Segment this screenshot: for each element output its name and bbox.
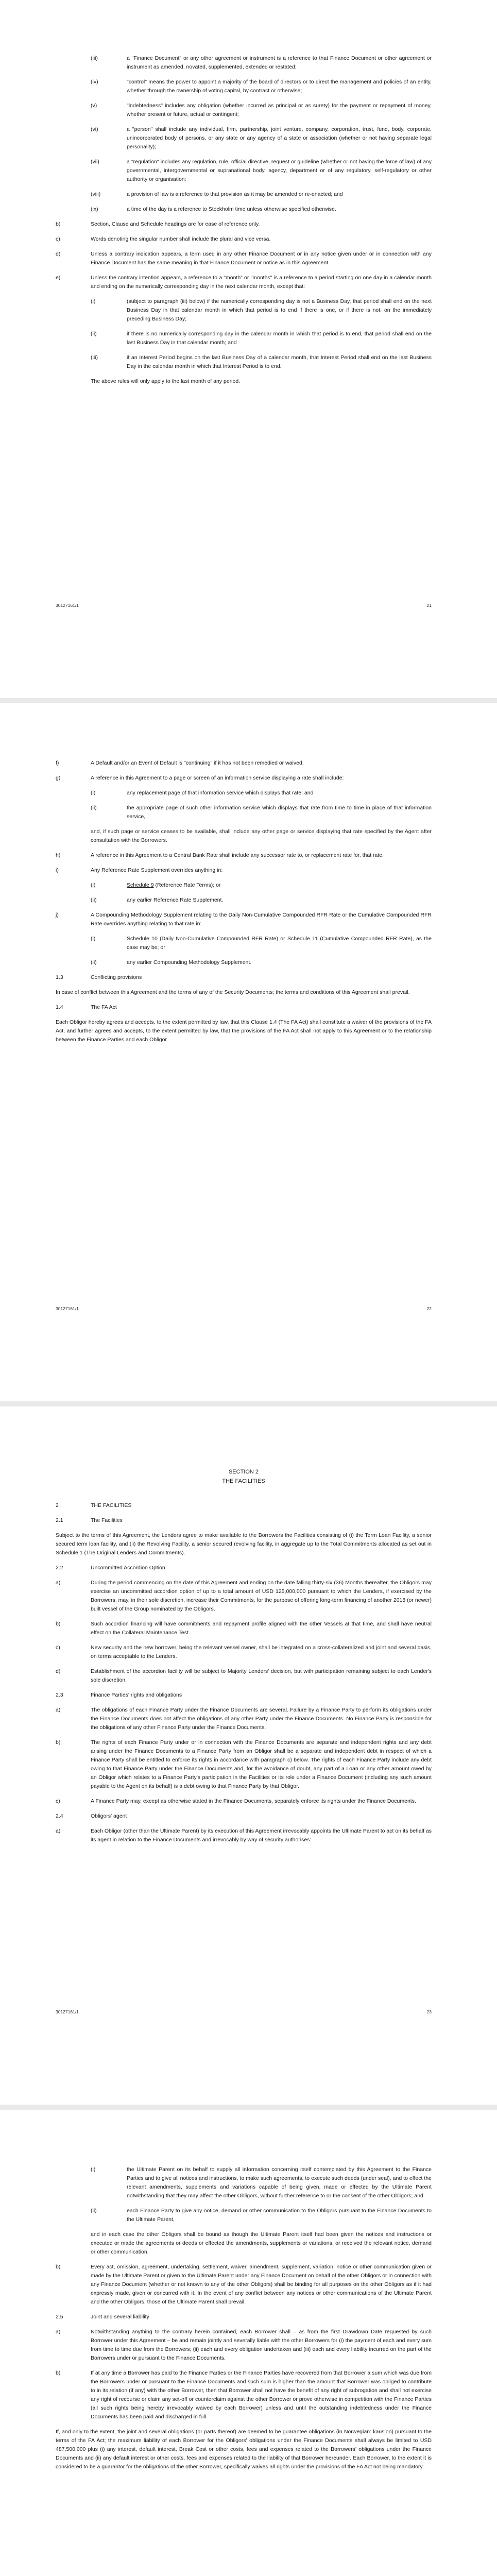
clause-text: Uncommitted Accordion Option xyxy=(91,1565,165,1571)
clause-text: New security and the new borrower, being the relevant vessel owner, shall be integrated on a cross-collateralized and joint and several basis, on terms acceptable to the Lenders. xyxy=(91,1645,432,1659)
clause-heading xyxy=(56,1501,432,1510)
clause-text: the appropriate page of such other information service which displays that rate from time to time in place of that information service, xyxy=(127,805,432,820)
page-number: 23 xyxy=(426,2009,432,2014)
clause-number: (ii) xyxy=(91,805,97,811)
clause-number: (ii) xyxy=(91,897,97,903)
clause-number: (ix) xyxy=(91,206,98,212)
clause-number: c) xyxy=(56,1798,60,1804)
page-footer xyxy=(56,2009,432,2014)
page-content xyxy=(56,54,432,392)
document-reference: 30127161/1 xyxy=(56,603,79,608)
clause-paragraph xyxy=(56,54,432,72)
clause-paragraph xyxy=(56,804,432,821)
clause-paragraph xyxy=(56,125,432,151)
clause-paragraph xyxy=(56,866,432,875)
clause-text: In case of conflict between this Agreement and the terms of any of the Security Documents; the terms and conditions of this Agreement shall prevail. xyxy=(56,989,410,995)
clause-paragraph xyxy=(56,1797,432,1806)
clause-number: i) xyxy=(56,867,59,873)
clause-heading xyxy=(56,1003,432,1012)
clause-paragraph xyxy=(56,2428,432,2471)
clause-text: any earlier Compounding Methodology Supplement. xyxy=(127,959,252,965)
page-footer xyxy=(56,1306,432,1311)
clause-paragraph xyxy=(56,896,432,905)
clause-text: a "regulation" includes any regulation, rule, official directive, request or guideline (whether or not having the force of law) of any governmental, intergovernmental or supranational body, agency, department or of any regulatory, self-regulatory or other authority or organisation; xyxy=(127,159,432,182)
clause-number: b) xyxy=(56,1739,61,1745)
page-footer xyxy=(56,603,432,608)
clause-text: If, and only to the extent, the joint and several obligations (or parts thereof) are deemed to be guarantee obligations (in Norwegian: kausjon) pursuant to the terms of the FA Act; the maximum liability of each Borrower for the Obligors' obligations under the Finance Documents shall always be limited to USD 487,500,000 plus (i) any interest, default interest, Break Cost or other costs, fees and expenses related to the Borrowers' obligations under the Finance Documents and (ii) any default interest or other costs, fees and expenses related to the liability of that Borrower hereunder. Each Borrower, to the extent it is considered to be a guarantor for the obligations of the other Borrower, specifically waives all rights under the provisions of the FA Act not being mandatory xyxy=(56,2429,432,2470)
clause-number: c) xyxy=(56,1645,60,1651)
clause-paragraph xyxy=(56,1827,432,1844)
clause-text: if an Interest Period begins on the last Business Day of a calendar month, that Interest Period shall end on the last Business Day in the calendar month in which that Interest Period is to end. xyxy=(127,354,432,369)
clause-text: The Facilities xyxy=(91,1517,123,1523)
clause-text: Unless a contrary indication appears, a term used in any other Finance Document or in any notice given under or in connection with any Finance Document has the same meaning in that Finance Document or notice as in this Agreement. xyxy=(91,251,432,266)
clause-number: (ii) xyxy=(91,2208,97,2214)
page-21 xyxy=(0,0,497,698)
clause-number: a) xyxy=(56,1580,61,1586)
clause-paragraph xyxy=(56,774,432,783)
clause-number: (i) xyxy=(91,2166,96,2173)
clause-number: a) xyxy=(56,2329,61,2335)
document-reference: 30127161/1 xyxy=(56,2009,79,2014)
clause-text: and in each case the other Obligors shall be bound as though the Ultimate Parent itself had been given the notices and instructions or executed or made the agreements or deeds or effected the amendments, supplements or variations, or received the relevant notice, demand or other communication. xyxy=(91,2231,432,2255)
clause-number: 2 xyxy=(56,1502,59,1509)
clause-number: (vii) xyxy=(91,159,99,165)
clause-text: if there is no numerically corresponding day in the calendar month in which that period is to end, that period shall end on the last Business Day in that calendar month; and xyxy=(127,331,432,346)
clause-text: and, if such page or service ceases to be available, shall include any other page or service displaying that rate specified by the Agent after consultation with the Borrowers. xyxy=(91,828,432,843)
clause-number: j) xyxy=(56,912,59,918)
clause-number: b) xyxy=(56,2264,61,2270)
clause-text: a "person" shall include any individual, firm, partnership, joint venture, company, corporation, trust, fund, body, corporate, unincorporated body of persons, or any state or any agency of a state or association (whether or not having separate legal personality); xyxy=(127,126,432,150)
clause-paragraph xyxy=(56,851,432,860)
clause-paragraph xyxy=(56,1620,432,1637)
clause-number: (i) xyxy=(91,298,96,304)
clause-number: d) xyxy=(56,1668,61,1674)
page-22 xyxy=(0,703,497,1401)
page-23 xyxy=(0,1406,497,2105)
section-title: THE FACILITIES xyxy=(222,1478,265,1484)
clause-number: c) xyxy=(56,236,60,242)
clause-text: Unless the contrary intention appears, a reference to a "month" or "months" is a reference to a period starting on one day in a calendar month and ending on the numerically corresponding day in the next calendar month, except that: xyxy=(91,275,432,290)
clause-number: (i) xyxy=(91,882,96,888)
clause-number: (i) xyxy=(91,936,96,942)
clause-paragraph xyxy=(56,205,432,214)
clause-paragraph xyxy=(56,911,432,928)
clause-heading xyxy=(56,2313,432,2321)
clause-number: 2.4 xyxy=(56,1813,63,1819)
clause-paragraph xyxy=(56,353,432,371)
clause-text: "indebtedness" includes any obligation (whether incurred as principal or as surety) for the payment or repayment of money, whether present or future, actual or contingent; xyxy=(127,103,432,117)
clause-number: (v) xyxy=(91,103,97,109)
clause-number: e) xyxy=(56,275,61,281)
clause-number: (vi) xyxy=(91,126,98,132)
clause-paragraph xyxy=(56,759,432,768)
clause-paragraph xyxy=(56,235,432,244)
clause-number: a) xyxy=(56,1707,61,1713)
clause-paragraph xyxy=(56,274,432,291)
clause-number: 1.3 xyxy=(56,974,63,980)
clause-paragraph xyxy=(56,297,432,324)
clause-number: h) xyxy=(56,852,61,858)
clause-heading xyxy=(56,1691,432,1700)
clause-paragraph xyxy=(56,220,432,229)
clause-paragraph xyxy=(56,988,432,997)
clause-paragraph xyxy=(56,250,432,267)
clause-number: 2.5 xyxy=(56,2314,63,2320)
clause-heading xyxy=(56,1516,432,1525)
clause-text: A reference in this Agreement to a page or screen of an information service displaying a rate shall include: xyxy=(91,775,344,781)
clause-number: 2.1 xyxy=(56,1517,63,1523)
clause-text: THE FACILITIES xyxy=(91,1502,132,1509)
clause-text: a provision of law is a reference to that provision as it may be amended or re-enacted; and xyxy=(127,191,343,197)
page-24 xyxy=(0,2110,497,2576)
clause-text: The rights of each Finance Party under or in connection with the Finance Documents are separate and independent rights and any debt arising under the Finance Documents to a Finance Party from an Obligor shall be a separate and independent debt in respect of which a Finance Party shall be entitled to enforce its rights in accordance with paragraph c) below. The rights of each Finance Party include any debt owing to that Finance Party under the Finance Documents and, for the avoidance of doubt, any part of a Loan or any other amount owed by an Obligor which relates to a Finance Party's participation in the Facilities or its role under a Finance Document (including any such amount payable to the Agent on its behalf) is a debt owing to that Finance Party by that Obligor. xyxy=(91,1739,432,1789)
clause-paragraph xyxy=(56,1738,432,1791)
clause-paragraph xyxy=(56,789,432,798)
clause-text: A Compounding Methodology Supplement relating to the Daily Non-Cumulative Compounded RFR Rate or the Cumulative Compounded RFR Rate overrides anything relating to that rate in: xyxy=(91,912,432,927)
clause-paragraph xyxy=(56,935,432,952)
clause-number: b) xyxy=(56,2370,61,2376)
clause-paragraph xyxy=(56,1643,432,1661)
clause-paragraph xyxy=(91,827,432,845)
clause-paragraph xyxy=(91,2230,432,2257)
clause-text: The obligations of each Finance Party under the Finance Documents are several. Failure by a Finance Party to perform its obligations under the Finance Documents does not affect the obligations of any other Party under the Finance Documents. No Finance Party is responsible for the obligations of any other Finance Party under the Finance Documents. xyxy=(91,1707,432,1731)
clause-number: a) xyxy=(56,1828,61,1834)
clause-text: Schedule 9 (Reference Rate Terms); or xyxy=(127,882,221,888)
clause-text: Any Reference Rate Supplement overrides anything in: xyxy=(91,867,223,873)
clause-paragraph xyxy=(56,2263,432,2307)
clause-number: f) xyxy=(56,760,59,766)
clause-number: b) xyxy=(56,221,61,227)
clause-paragraph xyxy=(56,1531,432,1557)
clause-number: b) xyxy=(56,1621,61,1627)
clause-text: any earlier Reference Rate Supplement. xyxy=(127,897,224,903)
clause-text: Establishment of the accordion facility will be subject to Majority Lenders' decision, but with participation remaining subject to each Lender's sole discretion. xyxy=(91,1668,432,1683)
clause-text: Each Obligor (other than the Ultimate Parent) by its execution of this Agreement irrevocably appoints the Ultimate Parent to act on its behalf as its agent in relation to the Finance Documents and irrevocably by way of security authorises: xyxy=(91,1828,432,1843)
clause-number: (iii) xyxy=(91,55,98,61)
schedule-link[interactable]: Schedule 10 xyxy=(127,936,158,942)
clause-number: (i) xyxy=(91,790,96,796)
clause-paragraph xyxy=(56,78,432,95)
clause-paragraph xyxy=(56,1706,432,1732)
clause-number: 1.4 xyxy=(56,1004,63,1010)
clause-text: each Finance Party to give any notice, demand or other communication to the Obligors pursuant to the Finance Documents to the Ultimate Parent, xyxy=(127,2208,432,2223)
clause-number: (ii) xyxy=(91,959,97,965)
section-heading xyxy=(56,1467,432,1486)
clause-text: Every act, omission, agreement, undertaking, settlement, waiver, amendment, supplement, variation, notice or other communication given or made by the Ultimate Parent or given to the Ultimate Parent under any Finance Document on behalf of the other Obligors or in connection with any Finance Document (whether or not known to any of the other Obligors) shall be binding for all purposes on the other Obligors as if it had expressly made, given or concurred with it. In the event of any conflict between any notices or other communications of the Ultimate Parent and the other Obligors, those of the Ultimate Parent shall prevail. xyxy=(91,2264,432,2305)
clause-paragraph xyxy=(56,2328,432,2363)
clause-paragraph xyxy=(56,2369,432,2421)
clause-text: (subject to paragraph (iii) below) if the numerically corresponding day is not a Business Day, that period shall end on the next Business Day in that calendar month in which that period is to end if there is one, or if there is not, on the immediately preceding Business Day; xyxy=(127,298,432,322)
page-content xyxy=(56,1462,432,1851)
page-number: 22 xyxy=(426,1306,432,1311)
page-content xyxy=(56,759,432,1050)
clause-paragraph xyxy=(56,2165,432,2200)
clause-text: The FA Act xyxy=(91,1004,117,1010)
page-number: 21 xyxy=(426,603,432,608)
clause-number: (iv) xyxy=(91,79,98,85)
clause-number: g) xyxy=(56,775,61,781)
clause-text: the Ultimate Parent on its behalf to supply all information concerning itself contemplated by this Agreement to the Finance Parties and to give all notices and instructions, to make such agreements, to execute such deeds (under seal), and to effect the relevant amendments, supplements and variations capable of being given, made or effected by the Ultimate Parent notwithstanding that they may affect the other Obligors, without further reference to or the consent of the other Obligors; and xyxy=(127,2166,432,2199)
clause-text: During the period commencing on the date of this Agreement and ending on the date falling thirty-six (36) Months thereafter, the Obligors may exercise an uncommitted accordion option of up to a total amount of USD 125,000,000 pursuant to which the Lenders, if exercised by the Borrowers, may, in their sole discretion, increase their Commitments, for the purpose of offering long-term financing of another 2018 (or newer) built vessel of the Group nominated by the Obligors. xyxy=(91,1580,432,1612)
clause-paragraph xyxy=(56,881,432,890)
clause-heading xyxy=(56,1564,432,1572)
clause-heading xyxy=(56,973,432,982)
clause-paragraph xyxy=(91,377,432,386)
clause-paragraph xyxy=(56,1579,432,1614)
clause-text: any replacement page of that information service which displays that rate; and xyxy=(127,790,314,796)
clause-text: Each Obligor hereby agrees and accepts, to the extent permitted by law, that this Clause 1.4 (The FA Act) shall constitute a waiver of the provisions of the FA Act, and further agrees and accepts, to the extent permitted by law, that the provisions of the FA Act shall not apply to this Agreement or to the relationship between the Finance Parties and each Obligor. xyxy=(56,1019,432,1043)
clause-number: (ii) xyxy=(91,331,97,337)
clause-number: 2.3 xyxy=(56,1692,63,1698)
clause-text: Joint and several liability xyxy=(91,2314,149,2320)
clause-number: 2.2 xyxy=(56,1565,63,1571)
clause-text: Words denoting the singular number shall include the plural and vice versa. xyxy=(91,236,271,242)
clause-number: d) xyxy=(56,251,61,257)
clause-text: "control" means the power to appoint a majority of the board of directors or to direct the management and policies of an entity, whether through the ownership of voting capital, by contract or otherwise; xyxy=(127,79,432,94)
clause-paragraph xyxy=(56,330,432,347)
clause-text: Conflicting provisions xyxy=(91,974,142,980)
clause-paragraph xyxy=(56,1667,432,1685)
clause-paragraph xyxy=(56,158,432,184)
clause-text: A Finance Party may, except as otherwise stated in the Finance Documents, separately enforce its rights under the Finance Documents. xyxy=(91,1798,416,1804)
clause-paragraph xyxy=(56,101,432,119)
clause-text: A Default and/or an Event of Default is "continuing" if it has not been remedied or waived. xyxy=(91,760,304,766)
section-number: SECTION 2 xyxy=(228,1469,259,1475)
clause-heading xyxy=(56,1812,432,1821)
clause-text: A reference in this Agreement to a Central Bank Rate shall include any successor rate to, or replacement rate for, that rate. xyxy=(91,852,384,858)
clause-text: a time of the day is a reference to Stockholm time unless otherwise specified otherwise. xyxy=(127,206,336,212)
clause-text: If at any time a Borrower has paid to the Finance Parties or the Finance Parties have recovered from that Borrower a sum which was due from the Borrowers under or pursuant to the Finance Documents and such sum is higher than the amount that Borrower was obliged to contribute to in its relation (if any) with the other Borrower, then that Borrower shall not have the benefit of any right of subrogation and shall not exercise any right of recourse or claim any set-off or counterclaim against the other Borrower or prove otherwise in competition with the Finance Parties (all such rights being hereby irrevocably waived by each Borrower) unless and until the outstanding indebtedness under the Finance Documents has been paid and discharged in full. xyxy=(91,2370,432,2420)
clause-text: Schedule 10 (Daily Non-Cumulative Compounded RFR Rate) or Schedule 11 (Cumulative Compounded RFR Rate), as the case may be; or xyxy=(127,936,432,951)
clause-number: (iii) xyxy=(91,354,98,361)
page-body xyxy=(56,1501,432,1844)
clause-text: Notwithstanding anything to the contrary herein contained, each Borrower shall – as from the first Drawdown Date requested by such Borrower under this Agreement – be and remain jointly and severally liable with the other Borrowers for (i) the payment of each and every sum from time to time due from the Borrowers; (ii) each and every obligation undertaken and (iii) each and every liability incurred on the part of the Borrowers under or pursuant to the Finance Documents. xyxy=(91,2329,432,2361)
clause-text: Such accordion financing will have commitments and repayment profile aligned with the other Vessels at that time, and shall have neutral effect on the Collateral Maintenance Test. xyxy=(91,1621,432,1636)
clause-text: Subject to the terms of this Agreement, the Lenders agree to make available to the Borrowers the Facilities consisting of (i) the Term Loan Facility, a senior secured term loan facility, and (ii) the Revolving Facility, a senior secured revolving facility, in aggregate up to the Total Commitments allocated as set out in Schedule 1 (The Original Lenders and Commitments). xyxy=(56,1532,432,1556)
clause-paragraph xyxy=(56,2207,432,2224)
clause-text: Section, Clause and Schedule headings are for ease of reference only. xyxy=(91,221,260,227)
clause-text: The above rules will only apply to the last month of any period. xyxy=(91,378,241,384)
clause-paragraph xyxy=(56,190,432,199)
document-reference: 30127161/1 xyxy=(56,1306,79,1311)
schedule-link[interactable]: Schedule 9 xyxy=(127,882,154,888)
clause-paragraph xyxy=(56,1018,432,1044)
clause-text: Finance Parties' rights and obligations xyxy=(91,1692,182,1698)
clause-text: Obligors' agent xyxy=(91,1813,127,1819)
page-content xyxy=(56,2165,432,2478)
clause-paragraph xyxy=(56,958,432,967)
clause-number: (viii) xyxy=(91,191,101,197)
clause-text: a "Finance Document" or any other agreement or instrument is a reference to that Finance Document or other agreement or instrument as amended, novated, supplemented, extended or restated; xyxy=(127,55,432,70)
